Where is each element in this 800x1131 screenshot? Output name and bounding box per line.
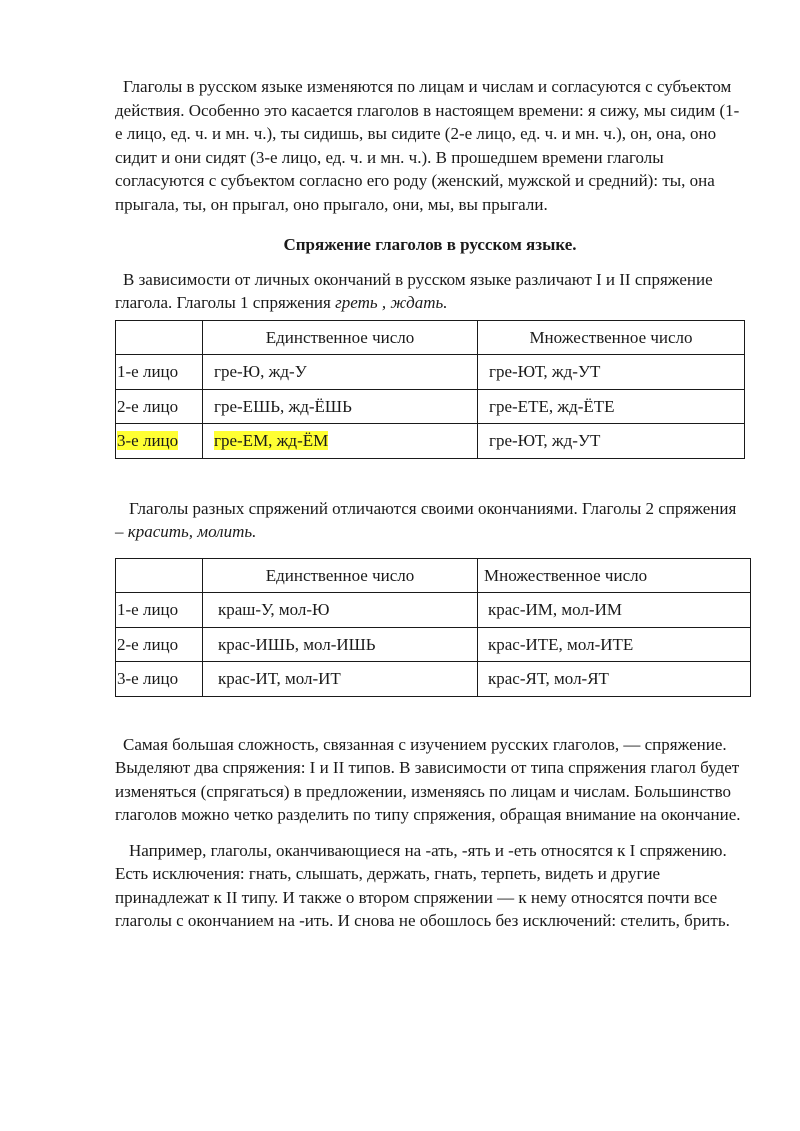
complexity-paragraph: Самая большая сложность, связанная с изучением русских глаголов, — спряжение. Выделяют два спряжения: I и II типов. В зависимости от типа спряжения глагол будет изменяться (спрягаться) в предложении, изменяясь по лицам и числам. Большинство глаголов можно четко разделить по типу спряжения, обращая внимание на окончание.	[115, 734, 741, 824]
table-header-row	[116, 320, 745, 355]
header-cell-empty	[116, 320, 203, 355]
paragraph-text: Глаголы разных спряжений отличаются своими окончаниями. Глаголы 2 спряжения –	[115, 498, 737, 541]
highlighted-text: гре-ЕМ, жд-ЁМ	[214, 431, 329, 450]
second-conjugation-table	[115, 558, 751, 697]
document-page	[115, 75, 745, 933]
example-verbs: греть , ждать.	[335, 293, 448, 312]
person-cell: 3-е лицо	[116, 662, 203, 697]
table-row	[116, 389, 745, 424]
singular-cell: гре-Ю, жд-У	[203, 355, 478, 390]
header-cell-singular: Единственное число	[203, 558, 478, 593]
person-cell: 2-е лицо	[116, 627, 203, 662]
person-cell-highlighted	[116, 424, 203, 459]
paragraph-text: В зависимости от личных окончаний в русском языке различают I и II спряжение глагола. Глаголы 1 спряжения	[115, 269, 713, 312]
header-cell-plural: Множественное число	[478, 558, 751, 593]
table-row	[116, 662, 751, 697]
header-cell-plural: Множественное число	[478, 320, 745, 355]
plural-cell: гре-ЮТ, жд-УТ	[478, 355, 745, 390]
person-cell: 2-е лицо	[116, 389, 203, 424]
person-cell: 1-е лицо	[116, 355, 203, 390]
table-row-highlighted	[116, 424, 745, 459]
plural-cell: крас-ЯТ, мол-ЯТ	[478, 662, 751, 697]
table-row	[116, 593, 751, 628]
singular-cell-highlighted	[203, 424, 478, 459]
singular-cell: крас-ИШЬ, мол-ИШЬ	[203, 627, 478, 662]
plural-cell: гре-ЮТ, жд-УТ	[478, 424, 745, 459]
conjugation-intro-paragraph	[115, 268, 745, 315]
examples-paragraph: Например, глаголы, оканчивающиеся на -ать, -ять и -еть относятся к I спряжению. Есть исключения: гнать, слышать, держать, гнать, терпеть, видеть и другие принадлежат к II типу. И также о втором спряжении — к нему относятся почти все глаголы с окончанием на -ить. И снова не обошлось без исключений: стелить, брить.	[115, 840, 730, 930]
table-row	[116, 627, 751, 662]
table-header-row	[116, 558, 751, 593]
highlighted-text: 3-е лицо	[117, 431, 179, 450]
header-cell-empty	[116, 558, 203, 593]
plural-cell: гре-ЕТЕ, жд-ЁТЕ	[478, 389, 745, 424]
singular-cell: краш-У, мол-Ю	[203, 593, 478, 628]
plural-cell: крас-ИМ, мол-ИМ	[478, 593, 751, 628]
second-conjugation-paragraph	[115, 497, 745, 544]
singular-cell: крас-ИТ, мол-ИТ	[203, 662, 478, 697]
section-heading: Спряжение глаголов в русском языке.	[283, 235, 577, 254]
example-verbs: красить, молить.	[127, 522, 257, 541]
singular-cell: гре-ЕШЬ, жд-ЁШЬ	[203, 389, 478, 424]
person-cell: 1-е лицо	[116, 593, 203, 628]
first-conjugation-table	[115, 320, 745, 459]
header-cell-singular: Единственное число	[203, 320, 478, 355]
plural-cell: крас-ИТЕ, мол-ИТЕ	[478, 627, 751, 662]
intro-paragraph: Глаголы в русском языке изменяются по лицам и числам и согласуются с субъектом действия. Особенно это касается глаголов в настоящем времени: я сижу, мы сидим (1-е лицо, ед. ч. и мн. ч.), ты сидишь, вы сидите (2-е лицо, ед. ч. и мн. ч.), он, она, оно сидит и они сидят (3-е лицо, ед. ч. и мн. ч.). В прошедшем времени глаголы согласуются с субъектом согласно его роду (женский, мужской и средний): ты, она прыгала, ты, он прыгал, оно прыгало, они, мы, вы прыгали.	[115, 77, 740, 214]
table-row	[116, 355, 745, 390]
